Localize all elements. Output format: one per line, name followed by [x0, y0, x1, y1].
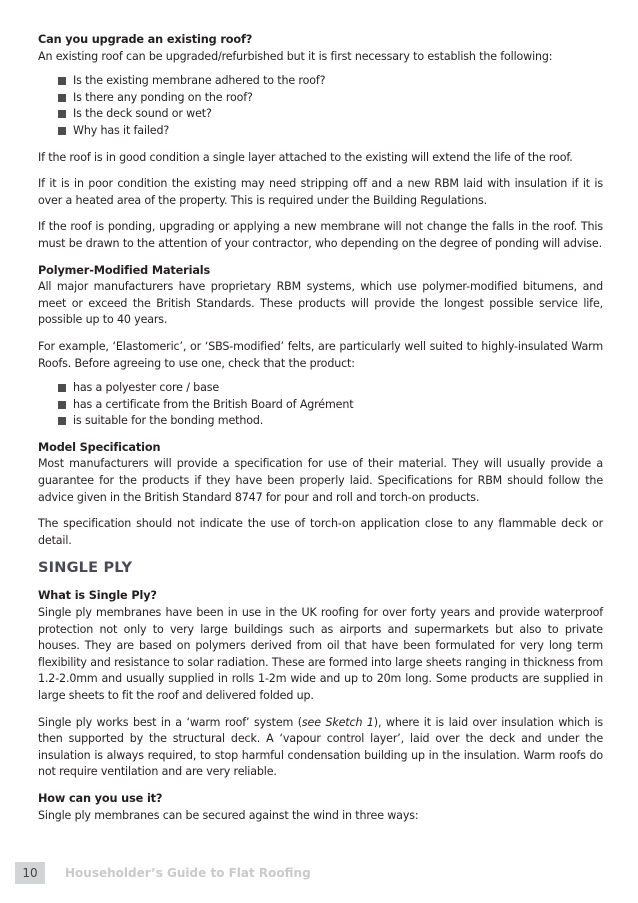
bullet-list-checks [38, 73, 603, 139]
paragraph: If the roof is in good condition a single layer attached to the existing will extend the life of the roof. [38, 150, 573, 164]
list-item: Why has it failed? [58, 123, 603, 140]
page-content [38, 32, 603, 834]
page-number: 10 [15, 862, 45, 884]
list-item: has a polyester core / base [58, 380, 603, 397]
paragraph: Single ply membranes have been in use in the UK roofing for over forty years and provide waterproof protection not only to very large buildings such as airports and supermarkets but also to private houses. They are based on polymers derived from oil that have been formulated for very long term flexibility and resistance to solar radiation. These are formed into large sheets ranging in thickness from 1.2-2.0mm and usually supplied in rolls 1-2m wide and up to 20m long. Some products are supplied in large sheets to fit the roof and delivered folded up. [38, 606, 603, 702]
section-title: SINGLE PLY [38, 560, 133, 577]
square-bullet-icon [58, 417, 66, 425]
list-item: Is the deck sound or wet? [58, 106, 603, 123]
paragraph: Single ply membranes can be secured against the wind in three ways: [38, 808, 419, 822]
page-footer [15, 862, 315, 884]
square-bullet-icon [58, 110, 66, 118]
sketch-reference: see Sketch 1 [301, 715, 374, 729]
list-item: Is the existing membrane adhered to the roof? [58, 73, 603, 90]
paragraph: For example, ‘Elastomeric’, or ‘SBS-modified’ felts, are particularly well suited to highly-insulated Warm Roofs. Before agreeing to use one, check that the product: [38, 339, 603, 370]
heading-what-is-single-ply: What is Single Ply? [38, 589, 157, 603]
list-item: Is there any ponding on the roof? [58, 90, 603, 107]
square-bullet-icon [58, 94, 66, 102]
paragraph: Most manufacturers will provide a specification for use of their material. They will usually provide a guarantee for the products if they have been properly laid. Specifications for RBM should follow the advice given in the British Standard 8747 for pour and roll and torch-on products. [38, 457, 603, 504]
square-bullet-icon [58, 401, 66, 409]
list-item: has a certificate from the British Board of Agrément [58, 397, 603, 414]
paragraph: All major manufacturers have proprietary RBM systems, which use polymer-modified bitumens, and meet or exceed the British Standards. These products will provide the longest possible service life, possible up to 40 years. [38, 280, 603, 327]
footer-title: Householder’s Guide to Flat Roofing [65, 866, 311, 880]
paragraph: If it is in poor condition the existing may need stripping off and a new RBM laid with insulation if it is over a heated area of the property. This is required under the Building Regulations. [38, 177, 603, 207]
square-bullet-icon [58, 127, 66, 135]
square-bullet-icon [58, 384, 66, 392]
square-bullet-icon [58, 77, 66, 85]
heading-upgrade-roof: Can you upgrade an existing roof? [38, 33, 253, 46]
heading-polymer-modified: Polymer-Modified Materials [38, 263, 211, 277]
heading-how-to-use: How can you use it? [38, 791, 163, 805]
paragraph: The specification should not indicate the use of torch-on application close to any flammable deck or detail. [38, 517, 603, 547]
paragraph: An existing roof can be upgraded/refurbished but it is first necessary to establish the following: [38, 49, 553, 63]
paragraph: If the roof is ponding, upgrading or applying a new membrane will not change the falls in the roof. This must be drawn to the attention of your contractor, who depending on the degree of ponding will advise. [38, 220, 603, 250]
list-item: is suitable for the bonding method. [58, 413, 603, 430]
heading-model-specification: Model Specification [38, 440, 161, 454]
bullet-list-product [38, 380, 603, 430]
paragraph: Single ply works best in a ‘warm roof’ system (see Sketch 1), where it is laid over insulation which is then supported by the structural deck. A ‘vapour control layer’, laid over the deck and under the insulation is always required, to stop harmful condensation building up in the insulation. Warm roofs do not require ventilation and are very reliable. [38, 715, 604, 779]
